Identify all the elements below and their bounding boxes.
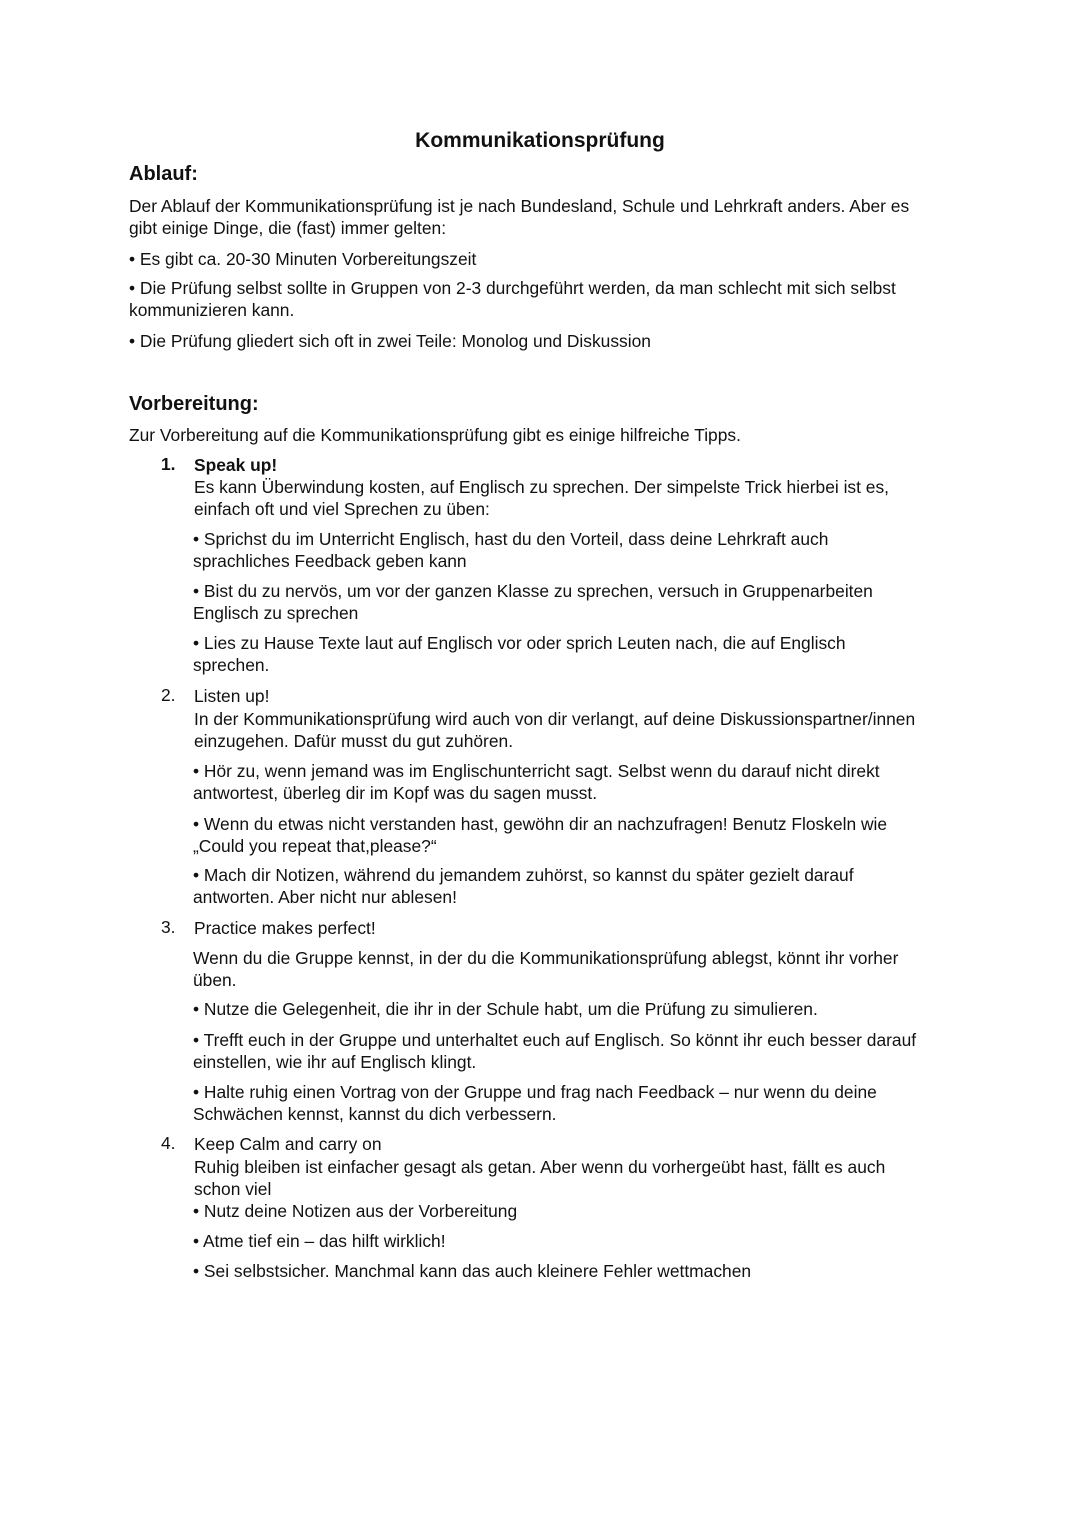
- tip-bullet-continuation: antworten. Aber nicht nur ablesen!: [193, 887, 457, 907]
- tip-bullet-continuation: antwortest, überleg dir im Kopf was du sagen musst.: [193, 783, 598, 803]
- tip-bullet-continuation: einstellen, wie ihr auf Englisch klingt.: [193, 1052, 477, 1072]
- tip-bullet: • Nutz deine Notizen aus der Vorbereitung: [193, 1201, 518, 1221]
- vorbereitung-intro: Zur Vorbereitung auf die Kommunikationsprüfung gibt es einige hilfreiche Tipps.: [129, 425, 741, 445]
- ablauf-intro-line-2: gibt einige Dinge, die (fast) immer gelten:: [129, 218, 447, 238]
- tip-number: 3.: [161, 917, 176, 937]
- ablauf-bullet-continuation: kommunizieren kann.: [129, 300, 295, 320]
- page-title: Kommunikationsprüfung: [415, 129, 665, 152]
- tip-bullet: • Wenn du etwas nicht verstanden hast, gewöhn dir an nachzufragen! Benutz Floskeln wie: [193, 814, 888, 834]
- tip-title: Speak up!: [194, 455, 278, 475]
- tip-bullet: • Atme tief ein – das hilft wirklich!: [193, 1231, 446, 1251]
- ablauf-bullet: • Die Prüfung selbst sollte in Gruppen von 2-3 durchgeführt werden, da man schlecht mit sich selbst: [129, 278, 896, 298]
- tip-description-line-1: Es kann Überwindung kosten, auf Englisch zu sprechen. Der simpelste Trick hierbei ist es,: [194, 477, 889, 497]
- tip-title: Practice makes perfect!: [194, 918, 376, 938]
- tip-description-line-1: In der Kommunikationsprüfung wird auch von dir verlangt, auf deine Diskussionspartner/innen: [194, 709, 916, 729]
- tip-number: 4.: [161, 1133, 176, 1153]
- tip-bullet: • Bist du zu nervös, um vor der ganzen Klasse zu sprechen, versuch in Gruppenarbeiten: [193, 581, 873, 601]
- tip-bullet: • Halte ruhig einen Vortrag von der Gruppe und frag nach Feedback – nur wenn du deine: [193, 1082, 877, 1102]
- ablauf-intro-line-1: Der Ablauf der Kommunikationsprüfung ist je nach Bundesland, Schule und Lehrkraft anders. Aber es: [129, 196, 910, 216]
- tip-number: 2.: [161, 685, 176, 705]
- tip-title: Keep Calm and carry on: [194, 1134, 382, 1154]
- tip-bullet-continuation: „Could you repeat that,please?“: [193, 836, 437, 856]
- ablauf-bullet: • Die Prüfung gliedert sich oft in zwei Teile: Monolog und Diskussion: [129, 331, 651, 351]
- tip-description-line-2: üben.: [193, 970, 237, 990]
- tip-description-line-2: schon viel: [194, 1179, 272, 1199]
- tip-bullet: • Mach dir Notizen, während du jemandem zuhörst, so kannst du später gezielt darauf: [193, 865, 854, 885]
- section-heading-ablauf: Ablauf:: [129, 163, 198, 185]
- tip-bullet: • Hör zu, wenn jemand was im Englischunterricht sagt. Selbst wenn du darauf nicht direkt: [193, 761, 880, 781]
- tip-bullet-continuation: Englisch zu sprechen: [193, 603, 359, 623]
- tip-description-line-1: Ruhig bleiben ist einfacher gesagt als getan. Aber wenn du vorhergeübt hast, fällt es auch: [194, 1157, 886, 1177]
- tip-bullet-continuation: Schwächen kennst, kannst du dich verbessern.: [193, 1104, 557, 1124]
- tip-bullet-continuation: sprachliches Feedback geben kann: [193, 551, 467, 571]
- tip-description-line-2: einzugehen. Dafür musst du gut zuhören.: [194, 731, 514, 751]
- section-heading-vorbereitung: Vorbereitung:: [129, 393, 259, 415]
- tip-bullet: • Sei selbstsicher. Manchmal kann das auch kleinere Fehler wettmachen: [193, 1261, 752, 1281]
- tip-bullet: • Nutze die Gelegenheit, die ihr in der Schule habt, um die Prüfung zu simulieren.: [193, 999, 818, 1019]
- tip-description-line-2: einfach oft und viel Sprechen zu üben:: [194, 499, 490, 519]
- tip-title: Listen up!: [194, 686, 270, 706]
- tip-number: 1.: [161, 454, 176, 474]
- tip-description-line-1: Wenn du die Gruppe kennst, in der du die Kommunikationsprüfung ablegst, könnt ihr vorher: [193, 948, 899, 968]
- ablauf-bullet: • Es gibt ca. 20-30 Minuten Vorbereitungszeit: [129, 249, 477, 269]
- tip-bullet-continuation: sprechen.: [193, 655, 270, 675]
- tip-bullet: • Trefft euch in der Gruppe und unterhaltet euch auf Englisch. So könnt ihr euch besser darauf: [193, 1030, 917, 1050]
- tip-bullet: • Lies zu Hause Texte laut auf Englisch vor oder sprich Leuten nach, die auf Englisch: [193, 633, 846, 653]
- tip-bullet: • Sprichst du im Unterricht Englisch, hast du den Vorteil, dass deine Lehrkraft auch: [193, 529, 829, 549]
